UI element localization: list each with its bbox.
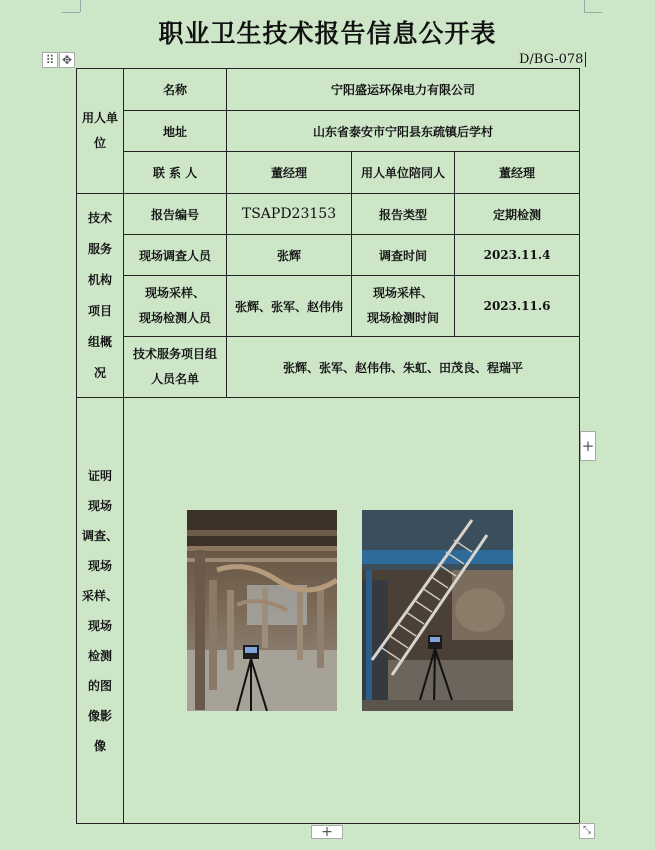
contact-label: 联 系 人 xyxy=(124,152,227,194)
report-no-value[interactable]: TSAPD23153 xyxy=(227,194,352,235)
name-value[interactable]: 宁阳盛运环保电力有限公司 xyxy=(227,69,580,111)
employer-section-label: 用人单位 xyxy=(77,69,124,194)
page-corner-mark xyxy=(80,0,81,12)
site-photo-left[interactable] xyxy=(187,510,337,711)
add-row-button[interactable]: + xyxy=(311,825,343,839)
address-label: 地址 xyxy=(124,111,227,152)
survey-staff-value[interactable]: 张辉 xyxy=(227,235,352,276)
table-resize-icon[interactable]: ⤡ xyxy=(579,823,595,839)
service-section-label: 技术 服务 机构 项目 组概 况 xyxy=(77,194,124,398)
sampling-staff-label: 现场采样、 现场检测人员 xyxy=(124,276,227,337)
survey-staff-label: 现场调查人员 xyxy=(124,235,227,276)
table-grip-icon[interactable]: ⠿ xyxy=(42,52,58,68)
report-type-label: 报告类型 xyxy=(352,194,455,235)
escort-value[interactable]: 董经理 xyxy=(455,152,580,194)
sampling-time-label: 现场采样、 现场检测时间 xyxy=(352,276,455,337)
site-photo-right[interactable] xyxy=(362,510,513,711)
sampling-staff-value[interactable]: 张辉、张军、赵伟伟 xyxy=(227,276,352,337)
document-title: 职业卫生技术报告信息公开表 xyxy=(158,19,497,48)
evidence-section-label: 证明 现场 调查、 现场 采样、 现场 检测 的图 像影 像 xyxy=(77,398,124,824)
escort-label: 用人单位陪同人 xyxy=(352,152,455,194)
team-label: 技术服务项目组 人员名单 xyxy=(124,337,227,398)
survey-time-label: 调查时间 xyxy=(352,235,455,276)
name-label: 名称 xyxy=(124,69,227,111)
survey-time-value[interactable]: 2023.11.4 xyxy=(455,235,580,276)
document-number[interactable]: D/BG-078 xyxy=(519,52,586,67)
report-type-value[interactable]: 定期检测 xyxy=(455,194,580,235)
add-column-button[interactable]: + xyxy=(580,431,596,461)
contact-value[interactable]: 董经理 xyxy=(227,152,352,194)
report-no-label: 报告编号 xyxy=(124,194,227,235)
team-value[interactable]: 张辉、张军、赵伟伟、朱虹、田茂良、程瑞平 xyxy=(227,337,580,398)
address-value[interactable]: 山东省泰安市宁阳县东疏镇后学村 xyxy=(227,111,580,152)
page-corner-mark xyxy=(62,0,80,13)
page-corner-mark xyxy=(584,0,602,13)
table-move-icon[interactable]: ✥ xyxy=(59,52,75,68)
sampling-time-value[interactable]: 2023.11.6 xyxy=(455,276,580,337)
page-corner-mark xyxy=(584,0,585,12)
